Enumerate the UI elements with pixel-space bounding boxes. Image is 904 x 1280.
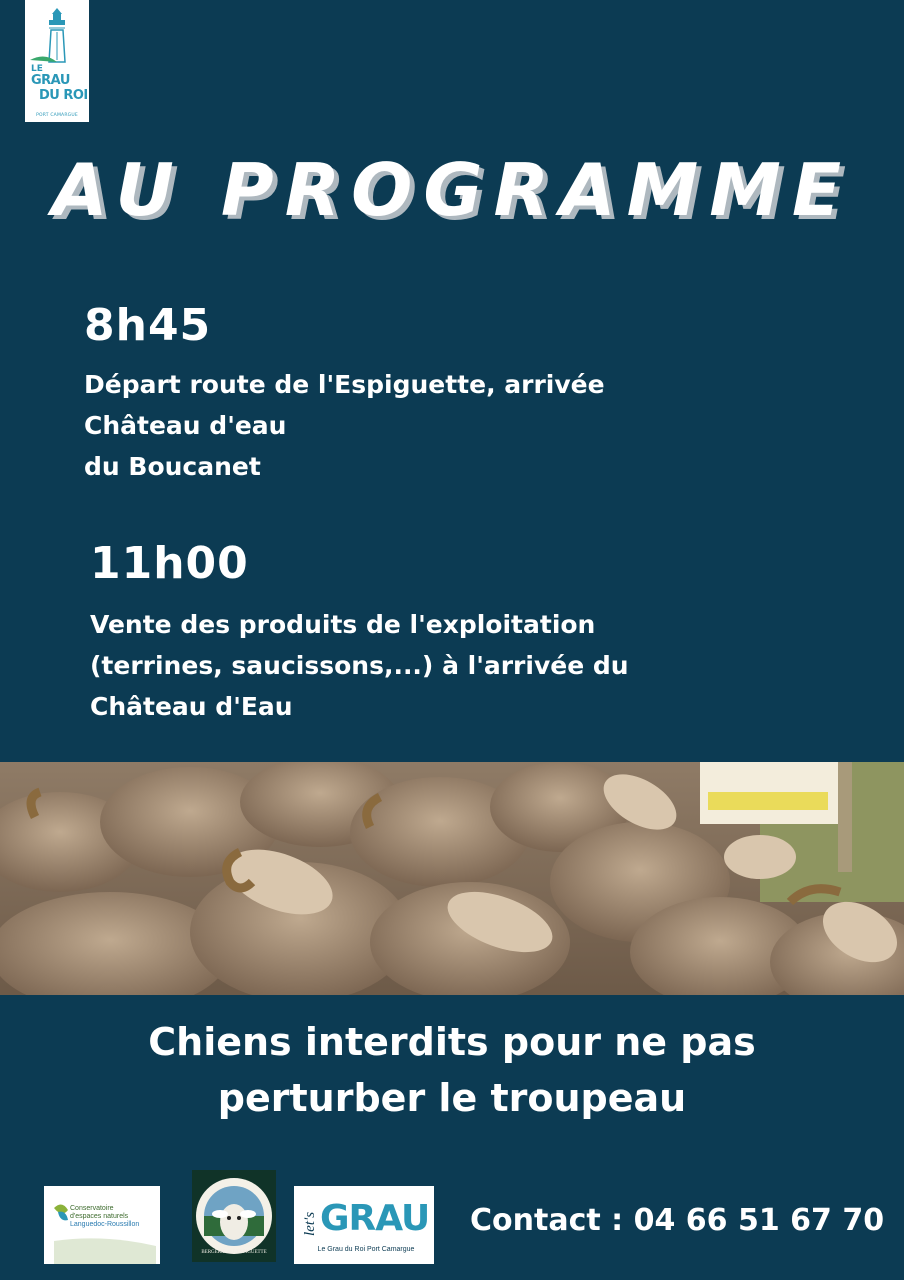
description-line: Départ route de l'Espiguette, arrivée: [84, 370, 605, 399]
logo-text-le: LE: [31, 64, 43, 74]
conservatoire-logo: [44, 1186, 160, 1264]
grau-tagline: Le Grau du Roi Port Camargue: [317, 1246, 415, 1253]
logo-text-du-roi: DU ROI: [39, 88, 88, 103]
bergerie-logo: [192, 1170, 276, 1262]
dogs-forbidden-notice: [0, 1014, 904, 1126]
logo-text-grau: GRAU: [31, 73, 70, 88]
notice-line: perturber le troupeau: [217, 1076, 687, 1120]
cen-text: d'espaces naturels: [70, 1213, 129, 1220]
lets-grau-logo: [294, 1186, 434, 1264]
sheep-flock-photo: [0, 762, 904, 995]
description-line: Château d'Eau: [90, 692, 293, 721]
description-line: (terrines, saucissons,...) à l'arrivée du: [90, 651, 629, 680]
lighthouse-icon: [25, 0, 89, 122]
logo-text-port-camargue: PORT CAMARGUE: [36, 113, 78, 118]
page-title: AU PROGRAMME: [51, 148, 853, 232]
lets-text: let's: [302, 1211, 318, 1236]
schedule-description: [84, 364, 605, 487]
schedule-time: 8h45: [84, 300, 212, 351]
schedule-description: [90, 604, 629, 727]
grau-du-roi-logo: [25, 0, 89, 122]
cen-text: Languedoc-Roussillon: [70, 1221, 140, 1228]
bergerie-text: BERGERIE de L'ESPIGUETTE: [201, 1250, 267, 1255]
notice-line: Chiens interdits pour ne pas: [148, 1020, 756, 1064]
grau-brand-text: GRAU: [320, 1198, 430, 1239]
description-line: Vente des produits de l'exploitation: [90, 610, 596, 639]
description-line: du Boucanet: [84, 452, 261, 481]
cen-text: Conservatoire: [70, 1205, 114, 1212]
contact-phone: Contact : 04 66 51 67 70: [470, 1203, 885, 1238]
schedule-time: 11h00: [90, 538, 249, 589]
description-line: Château d'eau: [84, 411, 287, 440]
